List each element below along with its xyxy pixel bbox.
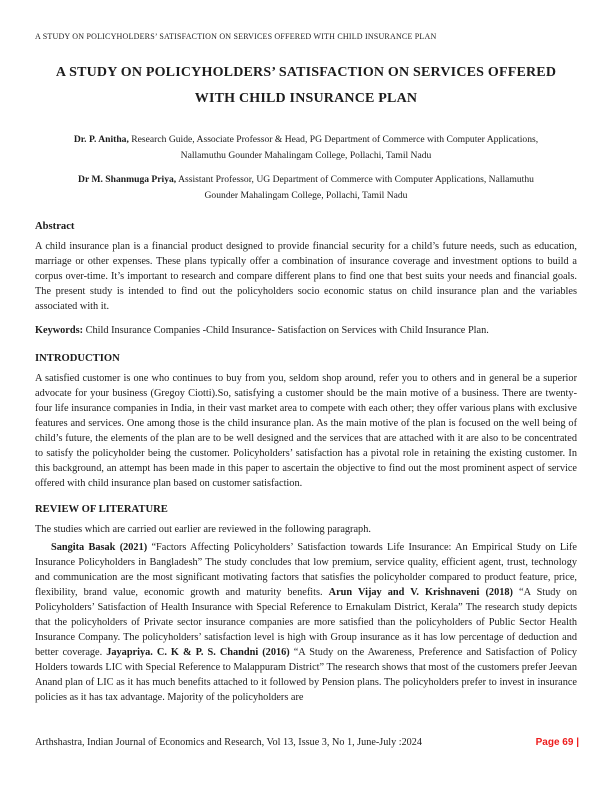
citation-author-3: Jayapriya. C. K & P. S. Chandni (2016) — [106, 647, 294, 658]
review-of-literature-heading: REVIEW OF LITERATURE — [35, 504, 168, 515]
page-number-badge: Page 69 | — [535, 737, 579, 748]
author-1-name: Dr. P. Anitha, — [73, 134, 129, 145]
introduction-text: A satisfied customer is one who continues to buy from you, seldom shop around, refer you to others and in general be a superior advocate for your business (Gregoy Ciotti).So, satisfying a customer should be the main motive of a business. There are twenty-four life insurance companies in India, in their vast market area to compete with each other; they offer various plans with exclusive features and services. One among those is the child insurance plan. As the main motive of the plan is focused on the well being of child’s future, the elements of the plan are to be well designed and the services that are attached with it are also to be concentrated to satisfy the policyholder being the customer. Policyholders’ satisfaction has a pivotal role in retaining the existing customer. In this background, an attempt has been made in this paper to ascertain the objective to find out the most prominent aspect of service offered with child insurance plan based on customer satisfaction. — [35, 373, 577, 489]
author-line-1 — [69, 132, 543, 164]
paper-title — [35, 60, 577, 112]
citation-author-1: Sangita Basak (2021) — [51, 542, 152, 553]
paper-title-line-1: A STUDY ON POLICYHOLDERS’ SATISFACTION ON SERVICES OFFERED — [55, 65, 557, 80]
author-2-name: Dr M. Shanmuga Priya, — [78, 174, 177, 185]
author-2-affiliation: Assistant Professor, UG Department of Commerce with Computer Applications, Nallamuthu Gounder Mahalingam College, Pollachi, Tamil Nadu — [176, 174, 534, 201]
abstract-text: A child insurance plan is a financial product designed to provide financial security for a child’s future needs, such as education, marriage or other expenses. These plans typically offer a combination of insurance coverage and investment options to build a corpus over-time. It’s important to research and compare different plans to find one that best suits your needs and financial goals. The present study is intended to find out the policyholders socio economic status on child insurance plan and the variables associated with it. — [35, 241, 577, 312]
journal-citation: Arthshastra, Indian Journal of Economics and Research, Vol 13, Issue 3, No 1, June-July :2024 — [35, 737, 422, 748]
keywords-line — [35, 323, 577, 338]
paper-title-line-2: WITH CHILD INSURANCE PLAN — [194, 91, 418, 106]
introduction-heading: INTRODUCTION — [35, 353, 120, 364]
page-footer — [35, 737, 579, 748]
citation-author-2: Arun Vijay and V. Krishnaveni (2018) — [328, 587, 513, 598]
keywords-label: Keywords: — [35, 325, 84, 336]
citation-body-1: “Factors Affecting Policyholders’ Satisfaction towards Life Insurance: An Empirical Study on Life Insurance Policyholders in Bangladesh” The study concludes that low premium, service quality, efficient agent, trust, technology and communication are the most significant motivating factors that satisfies the policyholder compared to product feature, price, flexibility, brand value, economic growth and maturity benefits. — [35, 542, 578, 598]
citation-body-2: “A Study on Policyholders’ Satisfaction of Health Insurance with Special Reference to Ernakulam District, Kerala” The research study depicts that the policyholders of Private sector insurance companies are more satisfied than the policyholders of Public Sector Health Insurance Company. The policyholders’ satisfaction level is high with Group insurance as it has low percentage of deduction and better coverage. — [35, 587, 577, 658]
keywords-text: Child Insurance Companies -Child Insurance- Satisfaction on Services with Child Insurance Plan. — [83, 325, 489, 336]
review-paragraph — [35, 540, 577, 705]
author-1-affiliation: Research Guide, Associate Professor & Head, PG Department of Commerce with Computer Applications, Nallamuthu Gounder Mahalingam College, Pollachi, Tamil Nadu — [128, 134, 539, 161]
abstract-heading: Abstract — [35, 221, 75, 232]
citation-body-3: “A Study on the Awareness, Preference and Satisfaction of Policy Holders towards LIC with Special Reference to Malappuram District” The research shows that most of the customers prefer Jeevan Anand plan of LIC as it has much benefits attached to it followed by Pension plans. The policyholders prefer to invest in insurance policies as it has tax advantage. Majority of the policyholders are — [35, 647, 577, 703]
author-line-2 — [69, 172, 543, 204]
review-intro-text: The studies which are carried out earlier are reviewed in the following paragraph. — [35, 524, 371, 535]
running-head: A STUDY ON POLICYHOLDERS’ SATISFACTION ON SERVICES OFFERED WITH CHILD INSURANCE PLAN — [35, 32, 437, 41]
